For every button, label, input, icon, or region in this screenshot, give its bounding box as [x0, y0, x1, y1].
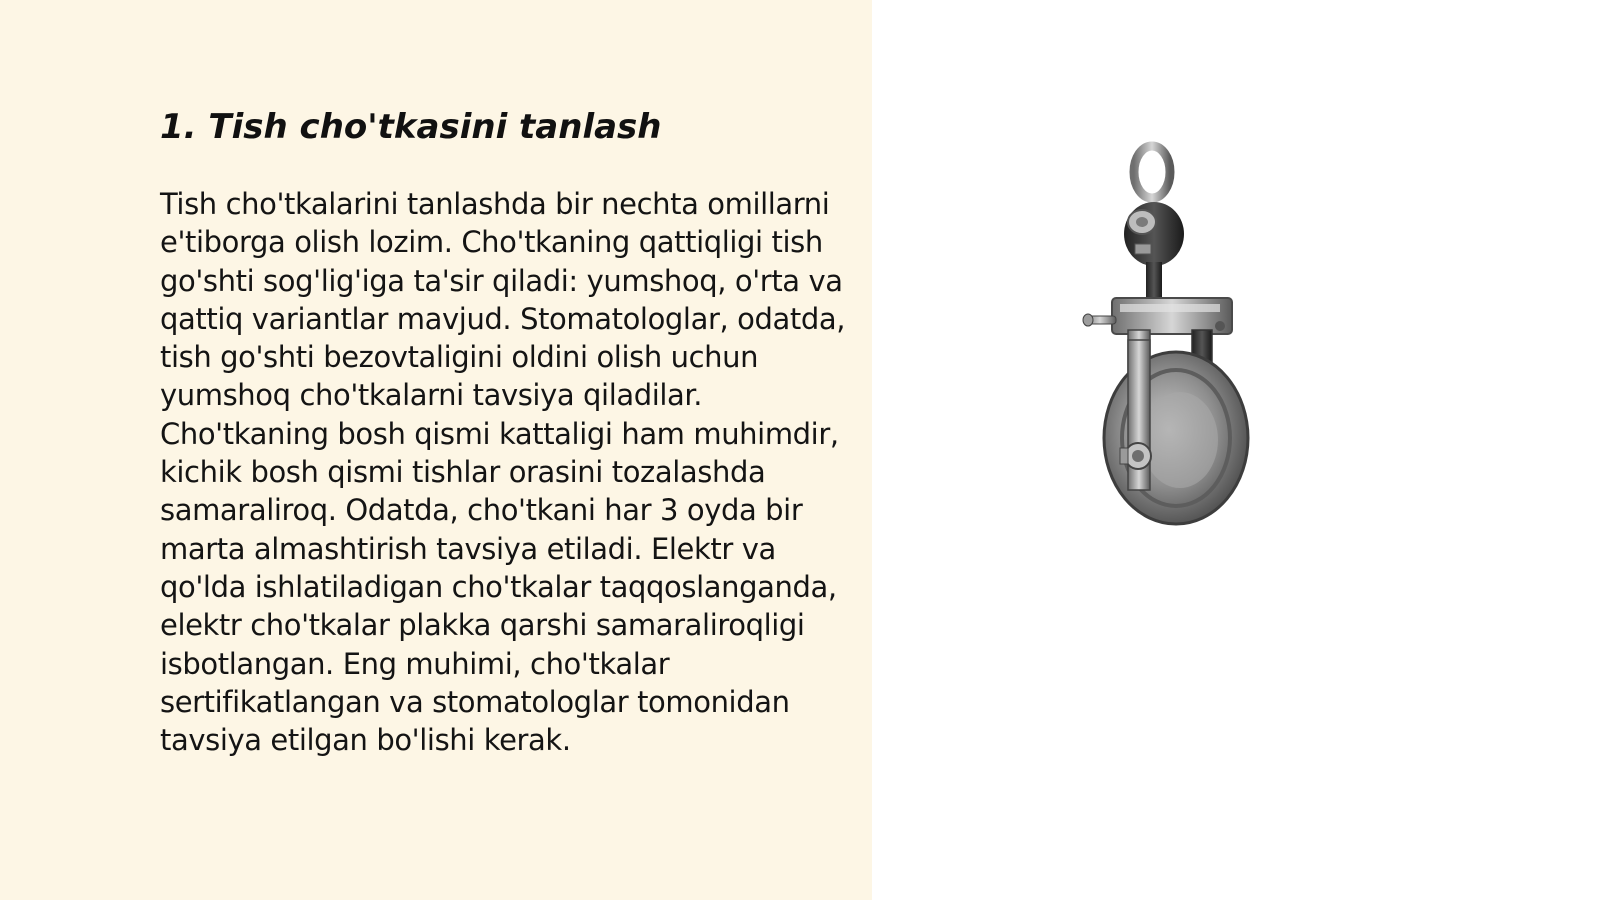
slide-body-text: Tish cho'tkalarini tanlashda bir nechta omillarni e'tiborga olish lozim. Cho'tkaning qattiqligi tish go'shti sog'lig'iga ta'sir qiladi: yumshoq, o'rta va qattiq variantlar mavjud. Stomatologlar, odatda, tish go'shti bezovtaligini oldini olish uchun yumshoq cho'tkalarni tavsiya qiladilar. Cho'tkaning bosh qismi kattaligi ham muhimdir, kichik bosh qismi tishlar orasini tozalashda samaraliroq. Odatda, cho'tkani har 3 oyda bir marta almashtirish tavsiya etiladi. Elektr va qo'lda ishlatiladigan cho'tkalar taqqoslanganda, elektr cho'tkalar plakka qarshi samaraliroqligi isbotlangan. Eng muhimi, cho'tkalar sertifikatlangan va stomatologlar tomonidan tavsiya etilgan bo'lishi kerak.: [160, 187, 846, 758]
slide-title: 1. Tish cho'tkasini tanlash: [160, 107, 662, 147]
pulley-block-icon: [1080, 140, 1270, 540]
